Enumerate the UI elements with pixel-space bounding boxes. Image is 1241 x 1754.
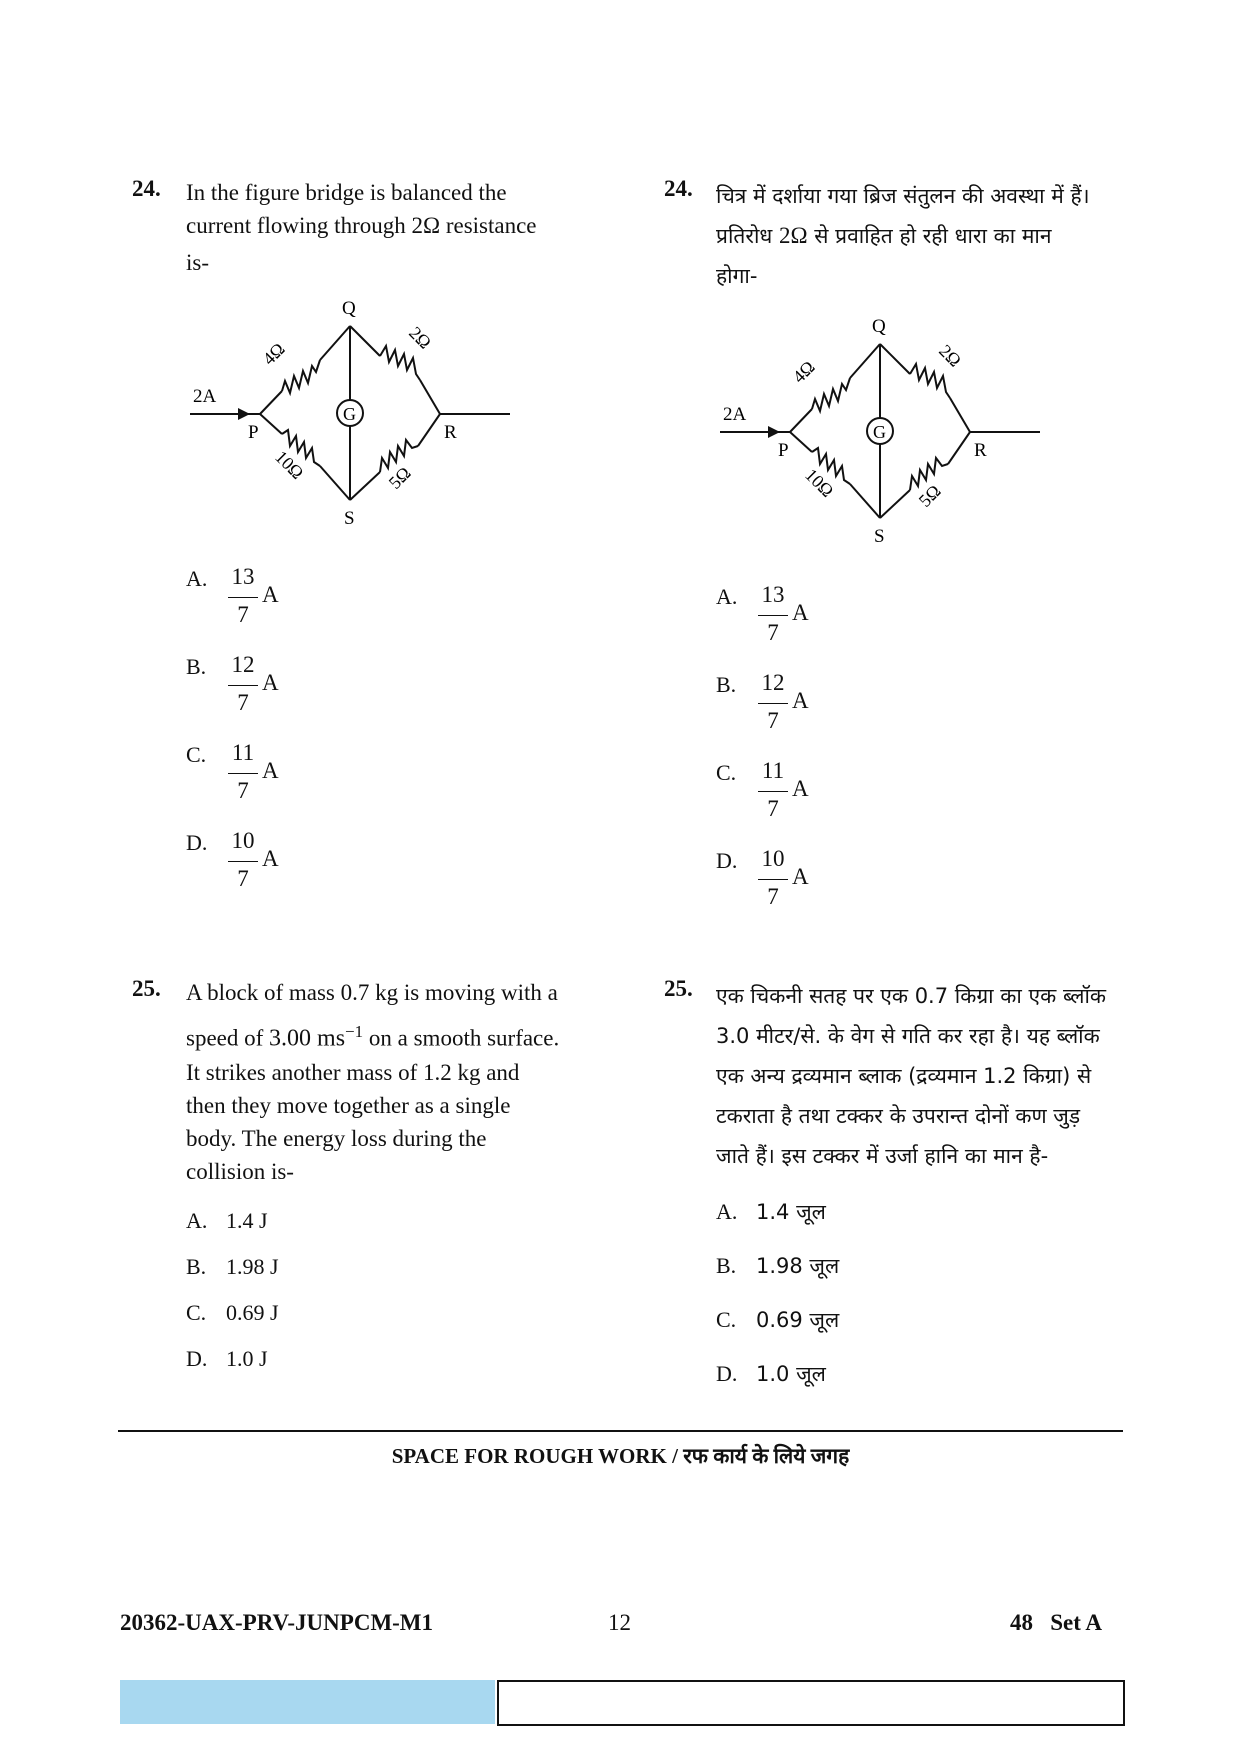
footer-page-number: 12 bbox=[608, 1610, 631, 1635]
question-25-text-hi bbox=[716, 976, 1106, 1176]
option-denominator: 7 bbox=[237, 778, 249, 803]
q24-en-option-a-letter[interactable]: A. bbox=[186, 566, 208, 591]
option-denominator: 7 bbox=[767, 620, 779, 645]
q25-hi-option-d[interactable] bbox=[716, 1360, 826, 1388]
q24-hi-line2-pre: प्रतिरोध bbox=[716, 224, 773, 248]
q25-hi-line2: 3.0 मीटर/से. के वेग से गति कर रहा है। यह ब्लॉक bbox=[716, 1024, 1100, 1048]
fig-en-node-s: S bbox=[344, 508, 355, 529]
option-unit: A bbox=[792, 864, 809, 889]
q24-hi-line1: चित्र में दर्शाया गया ब्रिज संतुलन की अवस्था में हैं। bbox=[716, 184, 1090, 208]
fig-en-node-r: R bbox=[444, 422, 457, 443]
option-letter: A. bbox=[716, 1199, 738, 1224]
option-numerator: 12 bbox=[231, 652, 255, 677]
fig-en-r-ps: 10Ω bbox=[271, 446, 308, 484]
q25-hi-line1: एक चिकनी सतह पर एक 0.7 किग्रा का एक ब्लॉक bbox=[716, 984, 1107, 1008]
option-numerator: 13 bbox=[761, 582, 785, 607]
q24-hi-option-b-letter[interactable]: B. bbox=[716, 672, 737, 697]
option-unit: A bbox=[792, 688, 809, 713]
q25-en-line1: A block of mass 0.7 kg is moving with a bbox=[186, 980, 558, 1005]
q24-en-option-b-letter[interactable]: B. bbox=[186, 654, 207, 679]
option-text: 1.98 J bbox=[226, 1254, 279, 1279]
fig-hi-node-s: S bbox=[874, 526, 885, 547]
q24-hi-option-d-letter[interactable]: D. bbox=[716, 848, 738, 873]
footer-color-bar bbox=[120, 1680, 495, 1724]
fig-hi-r-pq: 4Ω bbox=[788, 356, 819, 387]
q24-hi-line2 bbox=[716, 216, 1090, 256]
q25-en-line2 bbox=[186, 1015, 559, 1056]
q25-en-option-d[interactable] bbox=[186, 1346, 268, 1372]
q24-en-line1: In the figure bridge is balanced the bbox=[186, 180, 507, 205]
fig-hi-galvanometer: G bbox=[873, 422, 886, 442]
q24-hi-line3: होगा- bbox=[716, 264, 758, 288]
q25-hi-option-b[interactable] bbox=[716, 1252, 839, 1280]
footer-box bbox=[497, 1680, 1125, 1726]
option-unit: A bbox=[262, 846, 279, 871]
fig-hi-r-qr: 2Ω bbox=[935, 340, 966, 371]
rough-work-label: SPACE FOR ROUGH WORK / रफ कार्य के लिये जगह bbox=[391, 1444, 850, 1468]
question-24-text-hi bbox=[716, 176, 1090, 296]
q25-en-option-a[interactable] bbox=[186, 1208, 268, 1234]
option-denominator: 7 bbox=[237, 602, 249, 627]
q25-hi-option-c[interactable] bbox=[716, 1306, 839, 1334]
q25-en-option-b[interactable] bbox=[186, 1254, 279, 1280]
question-25-number-hi: 25. bbox=[664, 976, 693, 1001]
option-text: 1.98 जूल bbox=[756, 1254, 840, 1278]
q25-en-line2-pre: speed of bbox=[186, 1025, 264, 1051]
option-unit: A bbox=[262, 582, 279, 607]
q25-en-speed-exponent: −1 bbox=[345, 1022, 364, 1041]
option-denominator: 7 bbox=[767, 796, 779, 821]
q24-hi-line2-post: से प्रवाहित हो रही धारा का मान bbox=[814, 224, 1052, 248]
q24-bridge-circuit-hi bbox=[720, 308, 1050, 558]
q24-en-line2-pre: current flowing through bbox=[186, 213, 406, 238]
option-letter: D. bbox=[186, 1346, 208, 1371]
option-numerator: 13 bbox=[231, 564, 255, 589]
q25-en-speed-value: 3.00 ms bbox=[269, 1025, 346, 1052]
option-letter: B. bbox=[716, 1253, 737, 1278]
fig-en-current-label: 2A bbox=[193, 386, 217, 407]
option-unit: A bbox=[792, 600, 809, 625]
q24-en-option-d-letter[interactable]: D. bbox=[186, 830, 208, 855]
fig-hi-r-ps: 10Ω bbox=[801, 464, 838, 502]
option-unit: A bbox=[792, 776, 809, 801]
q25-hi-line5: जाते हैं। इस टक्कर में उर्जा हानि का मान है- bbox=[716, 1144, 1049, 1168]
fig-en-r-pq: 4Ω bbox=[258, 338, 289, 369]
fig-hi-node-p: P bbox=[778, 440, 789, 461]
fig-en-node-q: Q bbox=[342, 298, 356, 319]
option-letter: A. bbox=[186, 1208, 208, 1233]
fig-hi-node-r: R bbox=[974, 440, 987, 461]
rough-work-divider bbox=[118, 1430, 1123, 1432]
option-text: 1.0 जूल bbox=[756, 1362, 826, 1386]
q25-en-line3: It strikes another mass of 1.2 kg and bbox=[186, 1059, 520, 1085]
question-24-text-en bbox=[186, 176, 537, 279]
q25-en-line4: then they move together as a single bbox=[186, 1092, 511, 1118]
option-letter: B. bbox=[186, 1254, 207, 1279]
q24-hi-resistance-symbol: 2Ω bbox=[779, 223, 808, 248]
option-numerator: 11 bbox=[761, 758, 785, 783]
footer-paper-code: 20362-UAX-PRV-JUNPCM-M1 bbox=[120, 1610, 434, 1635]
fig-hi-current-label: 2A bbox=[723, 404, 747, 425]
option-numerator: 10 bbox=[231, 828, 255, 853]
option-unit: A bbox=[262, 670, 279, 695]
q25-en-option-c[interactable] bbox=[186, 1300, 279, 1326]
q25-en-line2-post: on a smooth surface. bbox=[368, 1025, 560, 1051]
option-numerator: 10 bbox=[761, 846, 785, 871]
q25-hi-line3: एक अन्य द्रव्यमान ब्लाक (द्रव्यमान 1.2 किग्रा) से bbox=[716, 1064, 1092, 1088]
option-numerator: 11 bbox=[231, 740, 255, 765]
option-unit: A bbox=[262, 758, 279, 783]
q25-en-line6: collision is- bbox=[186, 1158, 294, 1184]
option-text: 1.4 J bbox=[226, 1208, 268, 1233]
option-denominator: 7 bbox=[237, 866, 249, 891]
q24-en-resistance-symbol: 2Ω bbox=[411, 213, 441, 238]
q24-en-line3: is- bbox=[186, 250, 209, 275]
q25-hi-line4: टकराता है तथा टक्कर के उपरान्त दोनों कण जुड़ bbox=[716, 1104, 1081, 1128]
option-denominator: 7 bbox=[237, 690, 249, 715]
q24-en-option-c-letter[interactable]: C. bbox=[186, 742, 207, 767]
fig-en-galvanometer: G bbox=[343, 404, 356, 424]
question-24-number-hi: 24. bbox=[664, 176, 693, 201]
option-text: 1.0 J bbox=[226, 1346, 268, 1371]
option-letter: C. bbox=[186, 1300, 207, 1325]
option-denominator: 7 bbox=[767, 884, 779, 909]
fig-hi-node-q: Q bbox=[872, 316, 886, 337]
q24-hi-option-c-letter[interactable]: C. bbox=[716, 760, 737, 785]
fig-hi-r-sr: 5Ω bbox=[914, 480, 945, 511]
option-text: 1.4 जूल bbox=[756, 1200, 826, 1224]
option-numerator: 12 bbox=[761, 670, 785, 695]
question-24-number-en: 24. bbox=[132, 176, 161, 201]
q25-hi-option-a[interactable] bbox=[716, 1198, 826, 1226]
option-text: 0.69 जूल bbox=[756, 1308, 840, 1332]
q24-en-line2 bbox=[186, 209, 537, 242]
fig-en-r-sr: 5Ω bbox=[384, 462, 415, 493]
question-25-text-en bbox=[186, 976, 559, 1188]
fig-en-r-qr: 2Ω bbox=[405, 322, 436, 353]
option-text: 0.69 J bbox=[226, 1300, 279, 1325]
footer-set: 48 Set A bbox=[1010, 1610, 1102, 1635]
fig-en-node-p: P bbox=[248, 422, 259, 443]
question-25-number-en: 25. bbox=[132, 976, 161, 1001]
option-denominator: 7 bbox=[767, 708, 779, 733]
q24-bridge-circuit-en bbox=[190, 290, 520, 540]
q25-en-line5: body. The energy loss during the bbox=[186, 1125, 487, 1151]
option-letter: D. bbox=[716, 1361, 738, 1386]
option-letter: C. bbox=[716, 1307, 737, 1332]
q24-hi-option-a-letter[interactable]: A. bbox=[716, 584, 738, 609]
q24-en-line2-post: resistance bbox=[445, 213, 537, 238]
